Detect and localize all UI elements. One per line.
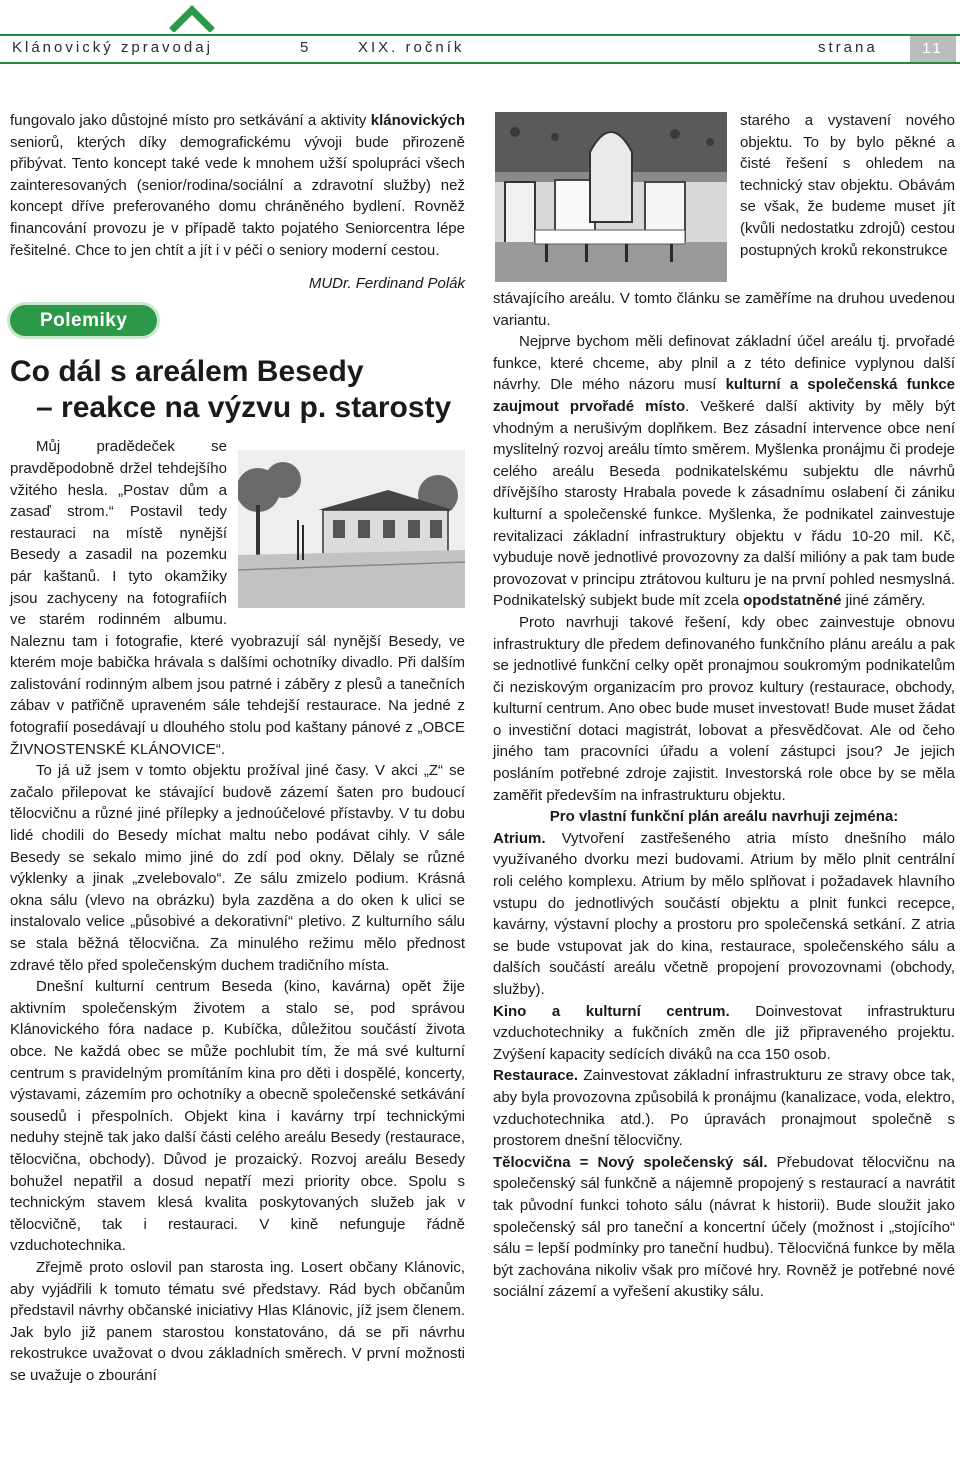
- article-headline: [10, 354, 465, 426]
- article-paragraph: To já už jsem v tomto objektu prožíval jiné časy. V akci „Z“ se začalo přilepovat ke stávající budově zázemí šaten pro budoucí tělocvičnu a různé jiné přílepky a jednoúčelové přístavby. V tu dobu lidé chodili do Besedy míchat maltu nebo podávat cihly. V sále Besedy se sekalo mimo jiné do zdí pod okny. Dělaly se různé výklenky a jinak „zvelebovalo“. Ze sálu zmizelo podium. Krásná okna sálu (vlevo na obrázku) byla zazděna a do oken k ulici se instalovalo velice „působivé a dekorativní“ pletivo. Z kulturního sálu se stala běžná tělocvična. Za minulého režimu mělo přednost zdravé tělo před společenským duchem tradičního místa.: [10, 762, 465, 974]
- article-paragraph: Můj pradědeček se pravděpodobně držel tehdejšího vžitého hesla. „Postav dům a zasaď strom.“ Postavil tedy restauraci na místě nynější Besedy a zasadil na pozemku pár kaštanů. I tyto okamžiky jsou zachyceny na fotografiích ve starém rodinném albumu. Naleznu tam i fotografie, které vyobrazují sál nynější Besedy, ve kterém moje babička hrávala s dalšími ochotníky divadlo. Při dalším zalistování rodinným albem jsou patrné i záběry z plesů a tanečních zábav v patřičně upraveném sále tehdejší restaurace. Na jedné z fotografií posedávají u dlouhého stolu pod kaštany pánové z „OBCE ŽIVNOSTENSKÉ KLÁNOVICE“.: [10, 438, 465, 758]
- headline-line-2: – reakce na výzvu p. starosty: [36, 391, 452, 425]
- article-right-top: starého a vystavení nového objektu. To by bylo pěkné a čisté řešení s ohledem na technický stav objektu. Obávám se však, že budeme muset jít (kvůli nedostatku zdrojů) cestou postupných kroků rekonstrukce: [740, 112, 955, 259]
- volume-year: XIX. ročník: [358, 39, 465, 56]
- article-paragraph: stávajícího areálu. V tomto článku se zaměříme na druhou uvedenou variantu.: [493, 290, 955, 329]
- headline-line-1: Co dál s areálem Besedy: [10, 355, 364, 389]
- kino-text: Doinvestovat infrastrukturu vzduchotechniky a fukčních změn dle již připraveného projektu. Zvýšení kapacity sedících diváků na cca 150 osob.: [493, 1002, 956, 1063]
- atrium-text: Vytvoření zastřešeného atria místo dnešního málo využívaného dvorku mezi budovami. Atrium by mělo plnit centrální roli celého komplexu. Atrium by mělo splňovat i požadavek hlavního vstupu do jednotlivých součástí objektu a plnit funkci recepce, kavárny, výstavní plochy a prostoru pro společenská setkání. Z atria se bude vstupovat jak do kina, restaurace, společenského sálu a dalších součástí areálu včetně propojení provozovnami (obchody, služby).: [493, 829, 955, 998]
- text-run-bold: opodstatněné: [743, 592, 842, 610]
- intro-text-c: seniorů, kterých díky demografickému vývoji bude přirozeně přibývat. Tento koncept také vede k mnohem užší spolupráci všech zainteresovaných (senior/rodina/sociální a zdravotní služby) než koncept dříve preferovaného domu chráněného bydlení. Rovněž financování provozu je v případě takto pojatého Seniorcentra lépe řešitelné. Chce to jen chtít a jít i v péči o seniory moderní cestou.: [10, 133, 465, 259]
- intro-text-bold: klánovických: [370, 112, 465, 129]
- text-run: . Veškeré další aktivity by měly být vhodným a nerušivým doplňkem. Bez zásadní intervence obce není myslitelný rozvoj areálu tímto směrem. Myšlenka pronájmu či prodeje celého areálu Beseda podnikatelskému subjektu dle návrhů dřívějšího starosty Hrabala povede k zásadnímu oslabení či zániku kulturní a společenské funkce. Myšlenka, že podnikatel zainvestuje revitalizaci základní infrastruktury objektu v řádu 10-20 mil. Kč, vybuduje nově jednotlivé provozovny za další milióny a pak tam bude provozovat v principu ztrátovou kulturu je na první pohled nesmyslná. Podnikatelský subjekt bude mít zcela: [493, 397, 956, 610]
- intro-paragraph: [10, 110, 465, 261]
- chevron-up-icon[interactable]: [168, 2, 216, 32]
- kino-label: Kino a kulturní centrum.: [493, 1002, 730, 1020]
- intro-text-a: fungovalo jako důstojné místo pro setkávání a aktivity: [10, 112, 371, 129]
- street-building-photo: [238, 450, 465, 608]
- proposal-subheading: Pro vlastní funkční plán areálu navrhuji zejména:: [549, 808, 899, 826]
- gym-text: Přebudovat tělocvičnu na společenský sál funkčně a nájemně propojený s restaurací a navrátit tak původní funkci tohoto sálu (návrat k historii). Bude sloužit jako společenský sál pro taneční a koncertní účely (možnost i „stojícího“ sálu = lepší podmínky pro taneční hudbu). Tělocvičná funkce by měla být zachována nikoliv však pro míčové hry. Rovněž je potřebné nové sociální zázemí a vyřešení akustiky sálu.: [493, 1153, 955, 1301]
- page-number: 11: [910, 36, 956, 62]
- article-paragraph: Zřejmě proto oslovil pan starosta ing. Losert občany Klánovic, aby vyjádřili k tomuto tématu své představy. Rád bych občanům představil návrhy občanské iniciativy Hlas Klánovic, jíž jsem členem. Jak bylo již panem starostou konstatováno, dá se při návrhu rekostrukce uvažovat o dvou základních směrech. V první možnosti se uvažuje o zbourání: [10, 1258, 465, 1384]
- kino-paragraph: [493, 1001, 955, 1066]
- text-run-bold: kulturní a společenská funkce zaujmout prvořadé místo: [493, 376, 955, 415]
- article-paragraph: Dnešní kulturní centrum Beseda (kino, kavárna) opět žije aktivním společenským životem a stalo se, pod správou Klánovického fóra nadace p. Kubíčka, důležitou součástí života obce. Ne každá obec se může pochlubit tím, že má své kulturní centrum s pravidelným promítáním kina pro děti i dospělé, koncerty, výstavami, zázemím pro ochotníky a obecně společenské setkávání sousedů i přespolních. Objekt kina i kavárny trpí technickými neduhy stejně tak jako další části celého areálu Besedy (restaurace, tělocvična, obchody). Důvod je prozaický. Rozvoj areálu Besedy bohužel nepatřil a dosud nepatří mezi priority obce. Spolu s technickým stavem klesá kvalita poskytovaných služeb jak v tělocvičně, tak i restauraci. V kině nefunguje řádně vzduchotechnika.: [10, 978, 465, 1255]
- journal-title: Klánovický zpravodaj: [12, 39, 213, 56]
- text-run: Nejprve bychom měli definovat základní účel areálu tj. prvořadé funkce, které chceme, aby plnil a z této definice vyplynou další návrhy. Dle mého názoru musí: [493, 333, 955, 394]
- article-paragraph: [493, 331, 955, 612]
- left-column: [10, 110, 465, 1386]
- signature: MUDr. Ferdinand Polák: [308, 275, 465, 293]
- page-header: [0, 34, 960, 64]
- atrium-paragraph: [493, 828, 955, 1001]
- gym-label: Tělocvična = Nový společenský sál.: [493, 1153, 768, 1171]
- page-label: strana: [818, 39, 878, 56]
- restaurant-paragraph: [493, 1065, 955, 1151]
- hall-interior-photo: [495, 112, 727, 282]
- gym-paragraph: [493, 1152, 955, 1303]
- section-badge: Polemiky: [10, 305, 157, 337]
- right-column: [493, 288, 955, 1303]
- atrium-label: Atrium.: [493, 829, 546, 847]
- restaurant-label: Restaurace.: [493, 1067, 579, 1085]
- issue-number: 5: [300, 39, 312, 56]
- article-paragraph: Proto navrhuji takové řešení, kdy obec zainvestuje obnovu infrastruktury dle předem definovaného funkčního plánu areálu a pak se jednotlivé funkční celky opět pronajmou soukromým podnikatelům či neziskovým organizacím pro provoz kultury (restaurace, obchody, kulturní centrum. Ano obec bude muset investovat! Bude muset žádat o investiční dotaci magistrát, lobovat a přesvědčovat. Ale od čeho jiného tam pracovníci úřadu a volení zástupci jsou? Je jejich posláním potřebné zdroje zajistit. Investorská role obce by se měla zaměřit především na infrastrukturu objektu.: [493, 613, 955, 804]
- restaurant-text: Zainvestovat základní infrastrukturu ze stravy obce tak, aby byla provozovna způsobilá k pronájmu (kanalizace, voda, elektro, vzduchotechnika atd.). Po úpravách pronajmout společně s prostorem dnešní tělocvičny.: [493, 1067, 955, 1150]
- text-run: jiné záměry.: [841, 592, 926, 610]
